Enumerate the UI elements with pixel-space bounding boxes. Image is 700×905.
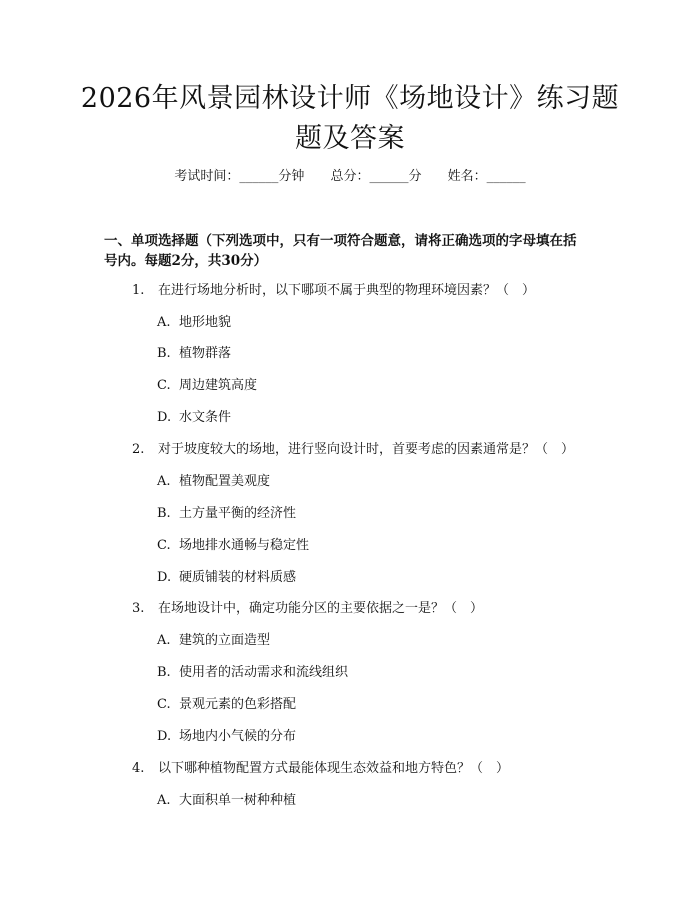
option-letter: B.: [157, 346, 171, 361]
option-text: 硬质铺装的材料质感: [179, 570, 297, 585]
option-text: 地形地貌: [179, 315, 232, 330]
option-letter: B.: [157, 665, 171, 680]
question-3-option-d: [157, 728, 296, 746]
question-number: 3.: [132, 601, 145, 616]
option-letter: C.: [157, 378, 171, 393]
section-heading-line-1: 一、单项选择题（下列选项中，只有一项符合题意，请将正确选项的字母填在括: [104, 233, 577, 249]
option-text: 周边建筑高度: [179, 378, 258, 393]
option-text: 景观元素的色彩搭配: [179, 697, 297, 712]
question-3-option-a: [157, 632, 270, 650]
question-text: 以下哪种植物配置方式最能体现生态效益和地方特色？（ ）: [158, 761, 510, 776]
option-text: 大面积单一树种种植: [179, 793, 297, 808]
option-text: 植物群落: [179, 346, 232, 361]
question-1-option-c: [157, 377, 257, 395]
question-number: 1.: [132, 283, 145, 298]
name-field: 姓名：______: [447, 169, 526, 184]
exam-info-row: [0, 167, 700, 187]
question-number: 4.: [132, 761, 145, 776]
question-2-option-d: [157, 569, 296, 587]
question-3-option-c: [157, 696, 296, 714]
question-4: [132, 760, 509, 778]
section-heading-line-2: 号内。每题2分，共30分）: [104, 253, 268, 269]
option-text: 水文条件: [179, 410, 232, 425]
option-letter: B.: [157, 506, 171, 521]
question-1-option-b: [157, 345, 231, 363]
question-1: [132, 282, 535, 300]
option-letter: D.: [157, 410, 172, 425]
option-text: 场地排水通畅与稳定性: [179, 538, 310, 553]
option-letter: D.: [157, 729, 172, 744]
option-letter: D.: [157, 570, 172, 585]
question-1-option-a: [157, 314, 231, 332]
question-number: 2.: [132, 442, 145, 457]
document-title-line-1: 2026年风景园林设计师《场地设计》练习题: [80, 83, 620, 114]
option-letter: A.: [157, 474, 171, 489]
question-1-option-d: [157, 409, 231, 427]
question-text: 在进行场地分析时，以下哪项不属于典型的物理环境因素？（ ）: [158, 283, 536, 298]
option-letter: C.: [157, 697, 171, 712]
option-text: 场地内小气候的分布: [179, 729, 297, 744]
option-letter: A.: [157, 793, 171, 808]
question-text: 在场地设计中，确定功能分区的主要依据之一是？（ ）: [158, 601, 484, 616]
question-2-option-c: [157, 537, 309, 555]
option-text: 使用者的活动需求和流线组织: [179, 665, 349, 680]
question-3-option-b: [157, 664, 348, 682]
document-title-line-2: 题及答案: [295, 123, 405, 154]
question-2: [132, 441, 574, 459]
question-2-option-b: [157, 505, 296, 523]
option-letter: A.: [157, 315, 171, 330]
option-text: 植物配置美观度: [179, 474, 271, 489]
question-3: [132, 600, 483, 618]
question-4-option-a: [157, 792, 296, 810]
option-letter: A.: [157, 633, 171, 648]
option-text: 建筑的立面造型: [179, 633, 271, 648]
option-text: 土方量平衡的经济性: [179, 506, 297, 521]
question-text: 对于坡度较大的场地，进行竖向设计时，首要考虑的因素通常是？（ ）: [158, 442, 575, 457]
question-2-option-a: [157, 473, 270, 491]
exam-time-field: 考试时间：______分钟: [174, 169, 305, 184]
total-score-field: 总分：______分: [330, 169, 422, 184]
option-letter: C.: [157, 538, 171, 553]
